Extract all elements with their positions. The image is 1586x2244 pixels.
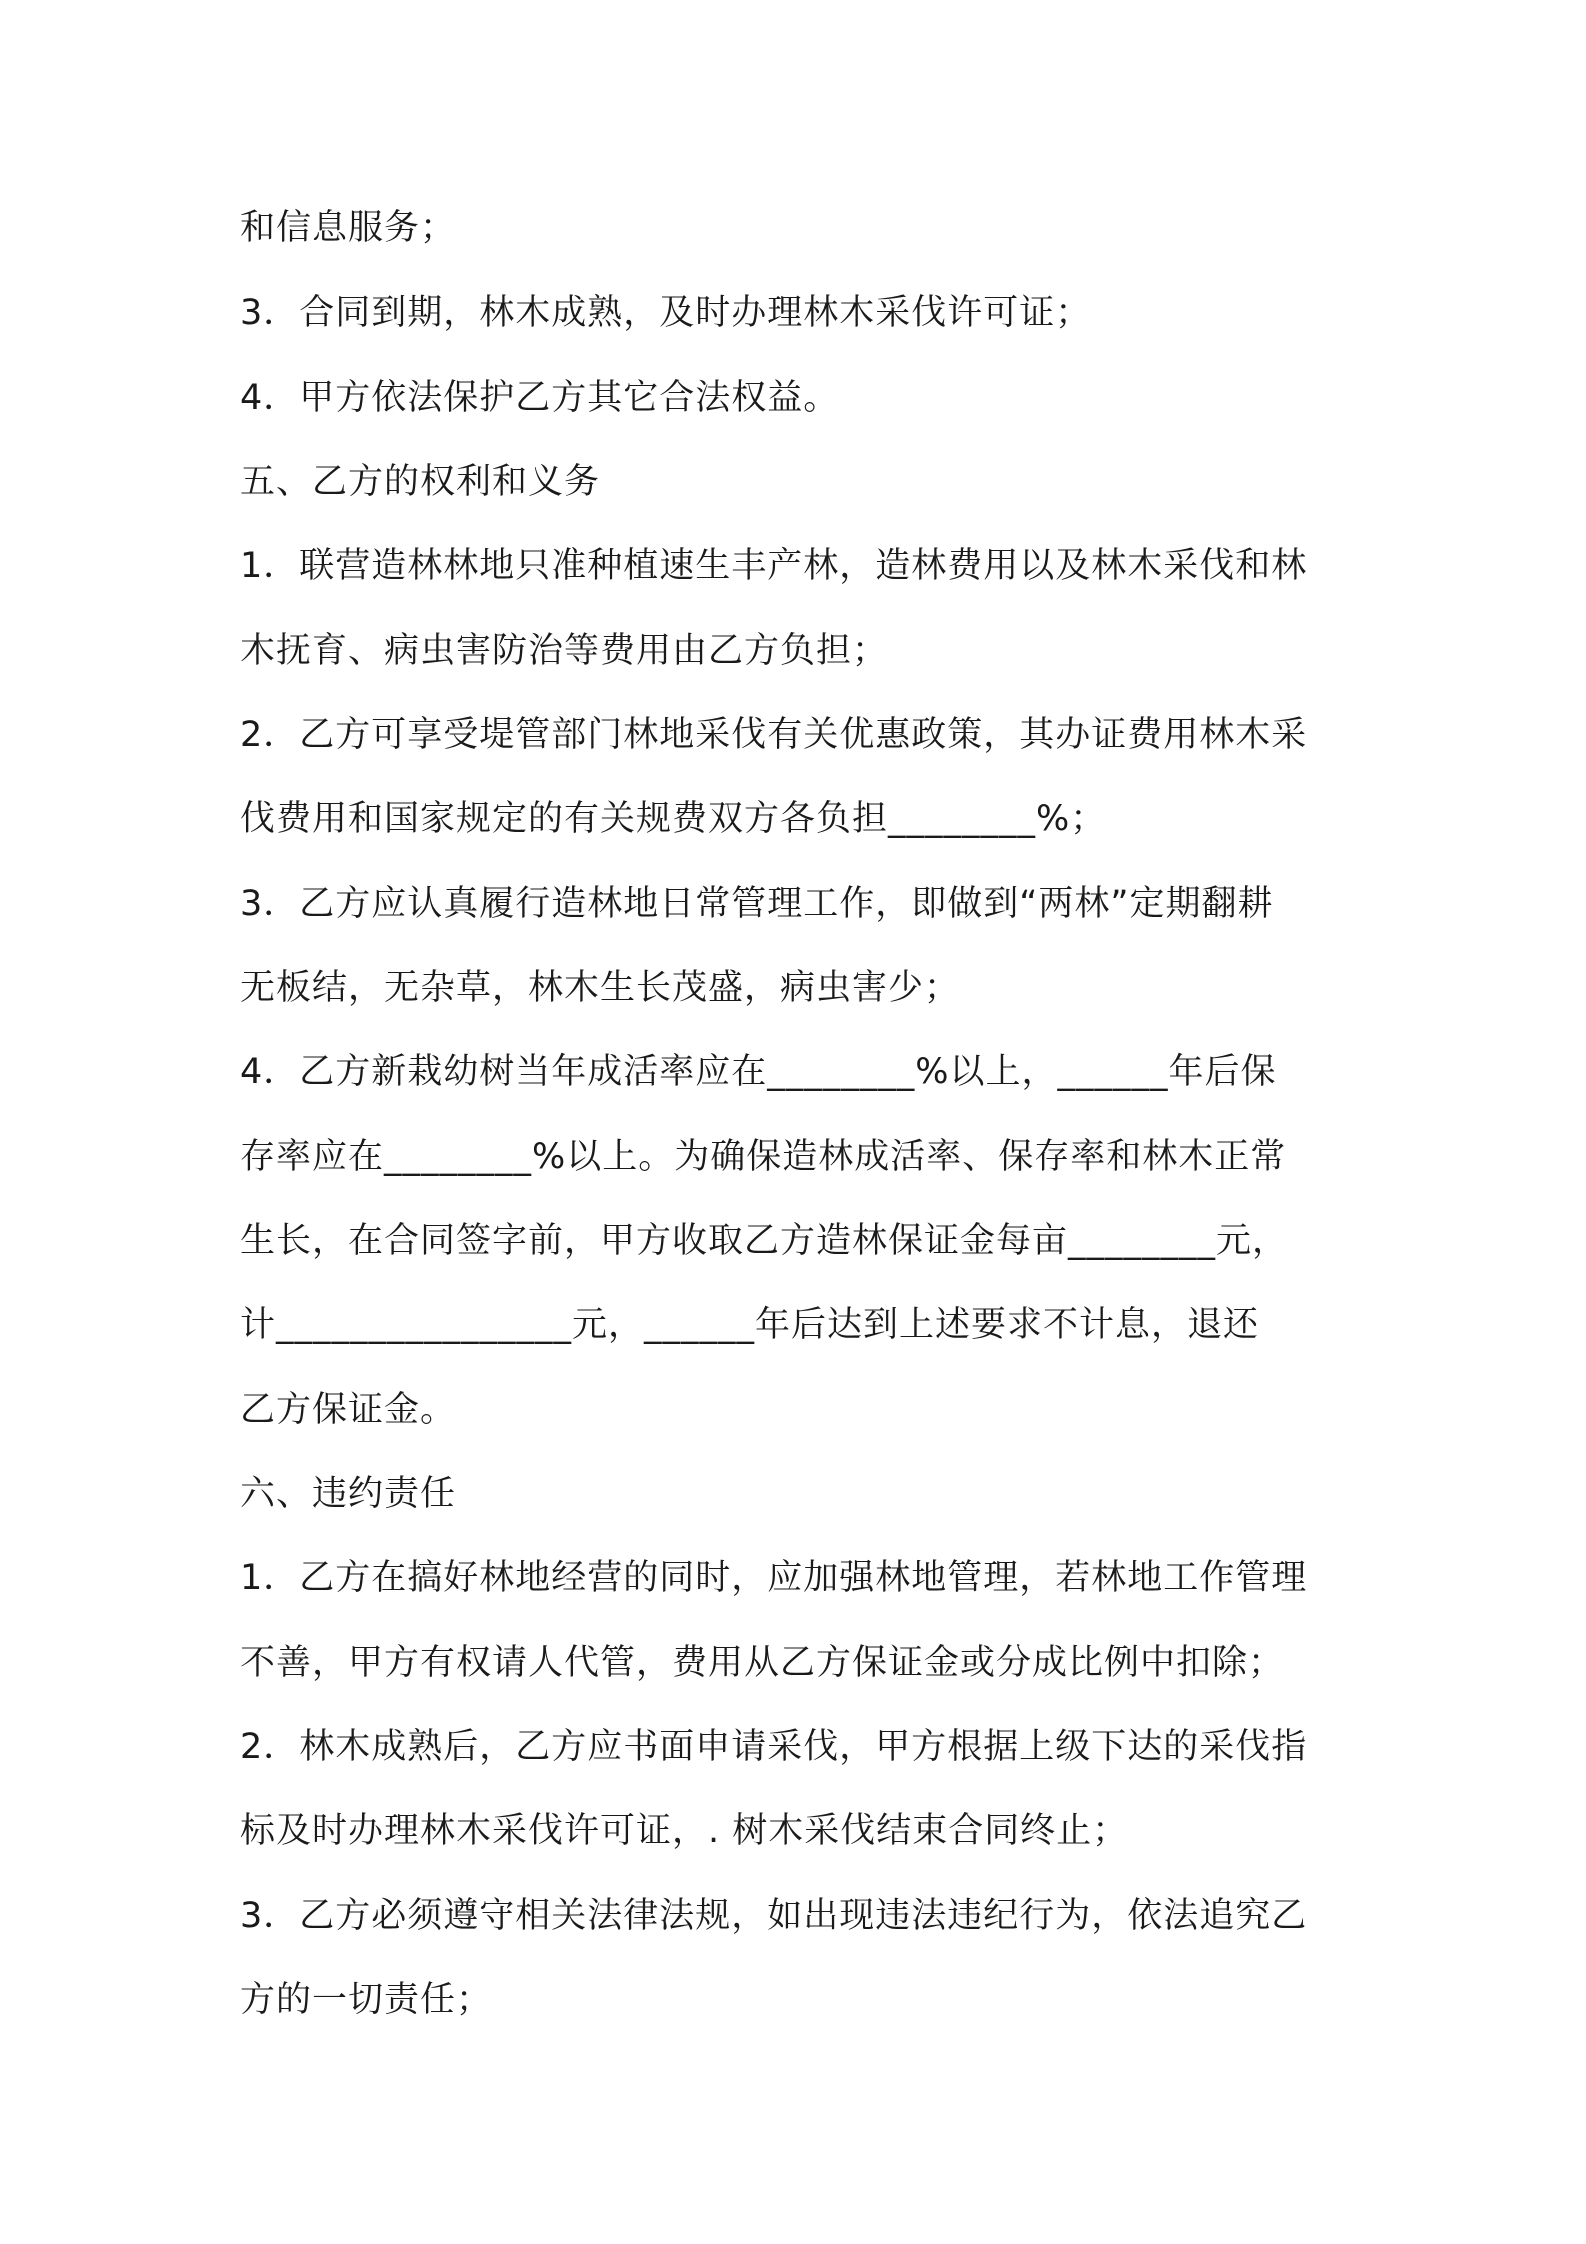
section-heading: 六、违约责任: [240, 1474, 457, 1514]
text-line: 木抚育、病虫害防治等费用由乙方负担；: [240, 631, 889, 671]
text-line: 生长，在合同签字前，甲方收取乙方造林保证金每亩________元，: [240, 1221, 1289, 1261]
text-line: 不善，甲方有权请人代管，费用从乙方保证金或分成比例中扣除；: [240, 1643, 1285, 1683]
text-line: 和信息服务；: [240, 208, 457, 248]
text-line: 2．乙方可享受堤管部门林地采伐有关优惠政策，其办证费用林木采: [240, 715, 1308, 755]
text-line: 无板结，无杂草，林木生长茂盛，病虫害少；: [240, 968, 961, 1008]
text-line: 方的一切责任；: [240, 1980, 493, 2020]
text-line: 3．合同到期，林木成熟，及时办理林木采伐许可证；: [240, 293, 1092, 333]
text-line: 标及时办理林木采伐许可证，. 树木采伐结束合同终止；: [240, 1811, 1129, 1851]
text-line: 1．乙方在搞好林地经营的同时，应加强林地管理，若林地工作管理: [240, 1558, 1308, 1598]
text-line: 4．乙方新栽幼树当年成活率应在________%以上，______年后保: [240, 1052, 1277, 1092]
text-line: 3．乙方应认真履行造林地日常管理工作，即做到“两林”定期翻耕: [240, 884, 1274, 924]
text-line: 2．林木成熟后，乙方应书面申请采伐，甲方根据上级下达的采伐指: [240, 1727, 1308, 1767]
text-line: 伐费用和国家规定的有关规费双方各负担________%；: [240, 799, 1107, 839]
text-line: 乙方保证金。: [240, 1390, 457, 1430]
section-heading: 五、乙方的权利和义务: [240, 462, 601, 502]
text-line: 3．乙方必须遵守相关法律法规，如出现违法违纪行为，依法追究乙: [240, 1896, 1308, 1936]
text-line: 4．甲方依法保护乙方其它合法权益。: [240, 378, 840, 418]
text-line: 1．联营造林林地只准种植速生丰产林，造林费用以及林木采伐和林: [240, 546, 1308, 586]
text-line: 计________________元，______年后达到上述要求不计息，退还: [240, 1305, 1260, 1345]
text-line: 存率应在________%以上。为确保造林成活率、保存率和林木正常: [240, 1137, 1287, 1177]
